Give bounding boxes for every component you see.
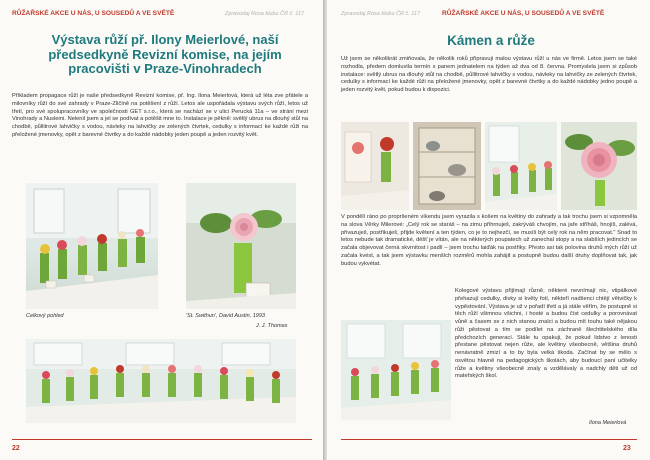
author-signature: Ilona Meierlová xyxy=(589,420,627,426)
author-signature: J. J. Thomas xyxy=(256,323,288,329)
page-number: 23 xyxy=(623,445,631,452)
photo-display-2 xyxy=(485,122,557,210)
article-body-1: V pondělí ráno po propršeném víkendu jsem vyrazila s košem na květiny do zahrady a tak trochu jsem si vzpomněla na slova Věrky Milerové: „Celý rok se staráš – na zimu přihrnuješ, zakrýváš chvojím, na jaře stříháš, hnojíš, zalévá, přivazuješ, postřikuješ, přijde květení a ten týden, co je to nejhezčí, se musíš být celý rok na něm pracovat." Snad to letos nebude tak dramatické, déšť je vítán, ale na některých poupatech už zanechal stopy a na slabších jedincích se začala objevovat černá skvrnitost i padlí – jsem trochu laiďák na postřiky. Přesto asi tak polovina druhů mých růží už začala kvést, a tak jsem výstavku menších rozměrů mohla zahájit a postupně budou další druhy doplňovat tak, jak budou vykvétat. xyxy=(341,214,637,267)
article-title: Výstava růží př. Ilony Meierlové, naší předsedkyně Revizní komise, na jejím pracovišti v Praze-Vinohradech xyxy=(48,32,282,77)
intro-text: Už jsem se několikrát zmiňovala, že několik roků připravuji malou výstavu růží u nás ve firmě. Letos jsem se také rozhodla, předem domluvila termín s panem jednatelem na týden až dva od 8. června. Promyslela jsem si způsob instalace: světlý ubrus na dlouhý stůl na chodbě, půllitrové lahvičky s vodou, návleky na lahvičky ze zelených čtvrtek, cedulky s informací ke každé růži na přeložené jmenovky, opět z barevné čtvrtky a do každé nádobky jedno poupě a jeden rozvitý květ, pokud budou k dispozici. xyxy=(341,56,637,93)
photo-display-1 xyxy=(341,122,409,210)
photo-pink-rose xyxy=(561,122,637,210)
caption-overview: Celkový pohled xyxy=(26,313,64,319)
photo-table-display xyxy=(26,339,296,423)
caption-st-swithun: 'St. Swithun', David Austin, 1993 xyxy=(186,313,265,319)
right-page xyxy=(327,0,650,460)
section-header: RŮŽAŘSKÉ AKCE U NÁS, U SOUSEDŮ A VE SVĚTĚ xyxy=(442,10,605,17)
zpravodaj-header: Zpravodaj Rosa klubu ČR č. 117 xyxy=(225,11,305,17)
zpravodaj-header: Zpravodaj Rosa klubu ČR č. 117 xyxy=(341,11,421,17)
left-page xyxy=(0,0,323,460)
photo-stone-shelf xyxy=(413,122,481,210)
photo-st-swithun xyxy=(186,183,296,309)
photo-overview xyxy=(26,183,158,309)
footer-rule xyxy=(341,439,637,440)
footer-rule xyxy=(12,439,312,440)
photo-rose-bottles xyxy=(341,320,451,420)
section-header: RŮŽAŘSKÉ AKCE U NÁS, U SOUSEDŮ A VE SVĚTĚ xyxy=(12,10,175,17)
article-body: Příkladem propagace růží je naše předsedkyně Revizní komise, př. Ing. Ilona Meierlová, která už léta zve přátele a milovníky růží do své zahrady v Praze-Zličíně na potěšení z růží. Letos ale uspořádala výstavu svých růží, letos už třetí, pro své spolupracovníky ve společnosti GET s.r.o., která se nachází se v ulici Perucká 11a – ve stráni mezi Vinohrady a Nuslemi. Nelenil jsem a jel se podívat a potěšit mne to. Instalace je pěkně: světlý ubrus na dlouhý stůl na chodbě, půllitrové lahvičky s vodou, návleky na lahvičky ze zelených čtvrtek, cedulky s informací ke každé růži na přeložené jmenovky, opět z barevné čtvrtky a do každé nádobky jeden poupě a jeden rozvitý květ. xyxy=(12,93,308,138)
article-body-2: Kolegové výstavu přijímají různě, některé nevnímají nic, vtipálkové přehazují cedulky, divky si květy fotí, někteří nadšenci chtějí větvičky k vypěstování. Výstava je už v pořadí třetí a já stále věřím, že postupně si těch růží všimnou všichni, i hosté a budou číst cedulky a porovnávat vůně a časem se z nich stanou znalci a budou mít touhu také nějakou růži pěstovat a tím se podílet na záchraně šlechtitelského díla předchozích generací. Stále tu opakuji, že pokud lidstvo z lenosti přestane pěstovat nejen růže, ale květiny všeobecně, většina druhů nenávratně zmizí a to by byla velká škoda. Začínat by se mělo s osvětou hlavně na pedagogických školách, aby budoucí paní učitelky růže a květiny všeobecně znaly a vzdělávaly a nadchly děti už od mateřských škol. xyxy=(455,288,637,380)
page-number: 22 xyxy=(12,445,20,452)
article-title: Kámen a růže xyxy=(447,33,535,48)
